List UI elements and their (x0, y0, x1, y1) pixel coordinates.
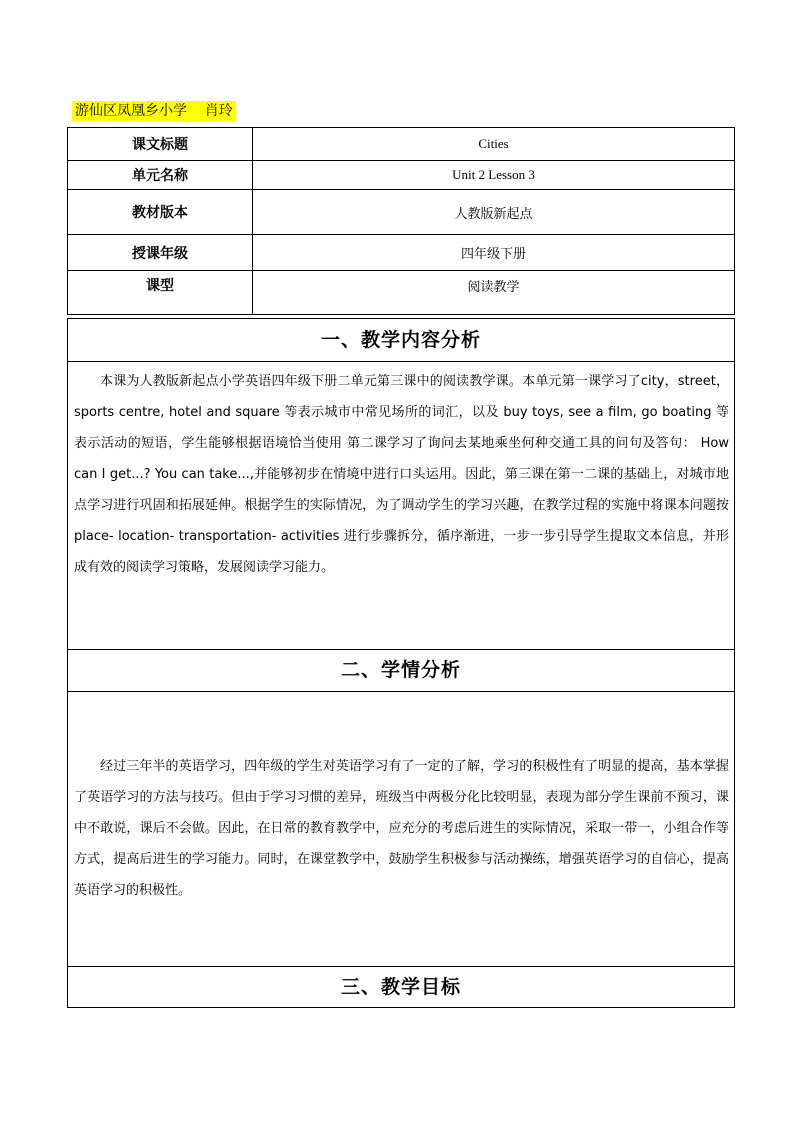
table-row (68, 271, 735, 315)
table-row (68, 235, 735, 271)
table-row (68, 128, 735, 161)
section-content-analysis (67, 318, 735, 650)
section-paragraph: 本课为人教版新起点小学英语四年级下册二单元第三课中的阅读教学课。本单元第一课学习了city，street，sports centre, hotel and square 等表示城市中常见场所的词汇，以及 buy toys, see a film, go boating 等表示活动的短语，学生能够根据语境恰当使用 第二课学习了询问去某地乘坐何种交通工具的问句及答句： How can I get...? You can take...,并能够初步在情境中进行口头运用。因此，第三课在第一二课的基础上，对城市地点学习进行巩固和拓展延伸。根据学生的实际情况，为了调动学生的学习兴趣，在教学过程的实施中将课本问题按place- location- transportation- activities 进行步骤拆分，循序渐进，一步一步引导学生提取文本信息，并形成有效的阅读学习策略，发展阅读学习能力。 (74, 374, 729, 575)
section-student-analysis (67, 650, 735, 967)
section-body (68, 361, 734, 583)
value-title: Cities (253, 128, 735, 161)
label-unit: 单元名称 (68, 161, 253, 190)
lesson-info-table (67, 127, 735, 315)
label-title: 课文标题 (68, 128, 253, 161)
section-paragraph: 经过三年半的英语学习，四年级的学生对英语学习有了一定的了解，学习的积极性有了明显的提高，基本掌握了英语学习的方法与技巧。但由于学习习惯的差异，班级当中两极分化比较明显，表现为部分学生课前不预习，课中不敢说，课后不会做。因此，在日常的教育教学中，应充分的考虑后进生的实际情况，采取一带一，小组合作等方式，提高后进生的学习能力。同时，在课堂教学中，鼓励学生积极参与活动操练，增强英语学习的自信心，提高英语学习的积极性。 (74, 759, 729, 898)
table-row (68, 161, 735, 190)
value-lesson-type: 阅读教学 (253, 271, 735, 315)
section-title: 二、学情分析 (340, 659, 461, 681)
author-tag: 游仙区凤凰乡小学 肖玲 (72, 101, 236, 121)
value-grade: 四年级下册 (253, 235, 735, 271)
table-row (68, 190, 735, 235)
value-edition: 人教版新起点 (253, 190, 735, 235)
section-body (68, 691, 734, 906)
section-title: 一、教学内容分析 (320, 329, 481, 351)
label-grade: 授课年级 (68, 235, 253, 271)
label-edition: 教材版本 (68, 190, 253, 235)
section-teaching-goals (67, 967, 735, 1008)
label-lesson-type: 课型 (68, 271, 253, 315)
value-unit: Unit 2 Lesson 3 (253, 161, 735, 190)
section-title: 三、教学目标 (340, 976, 461, 998)
